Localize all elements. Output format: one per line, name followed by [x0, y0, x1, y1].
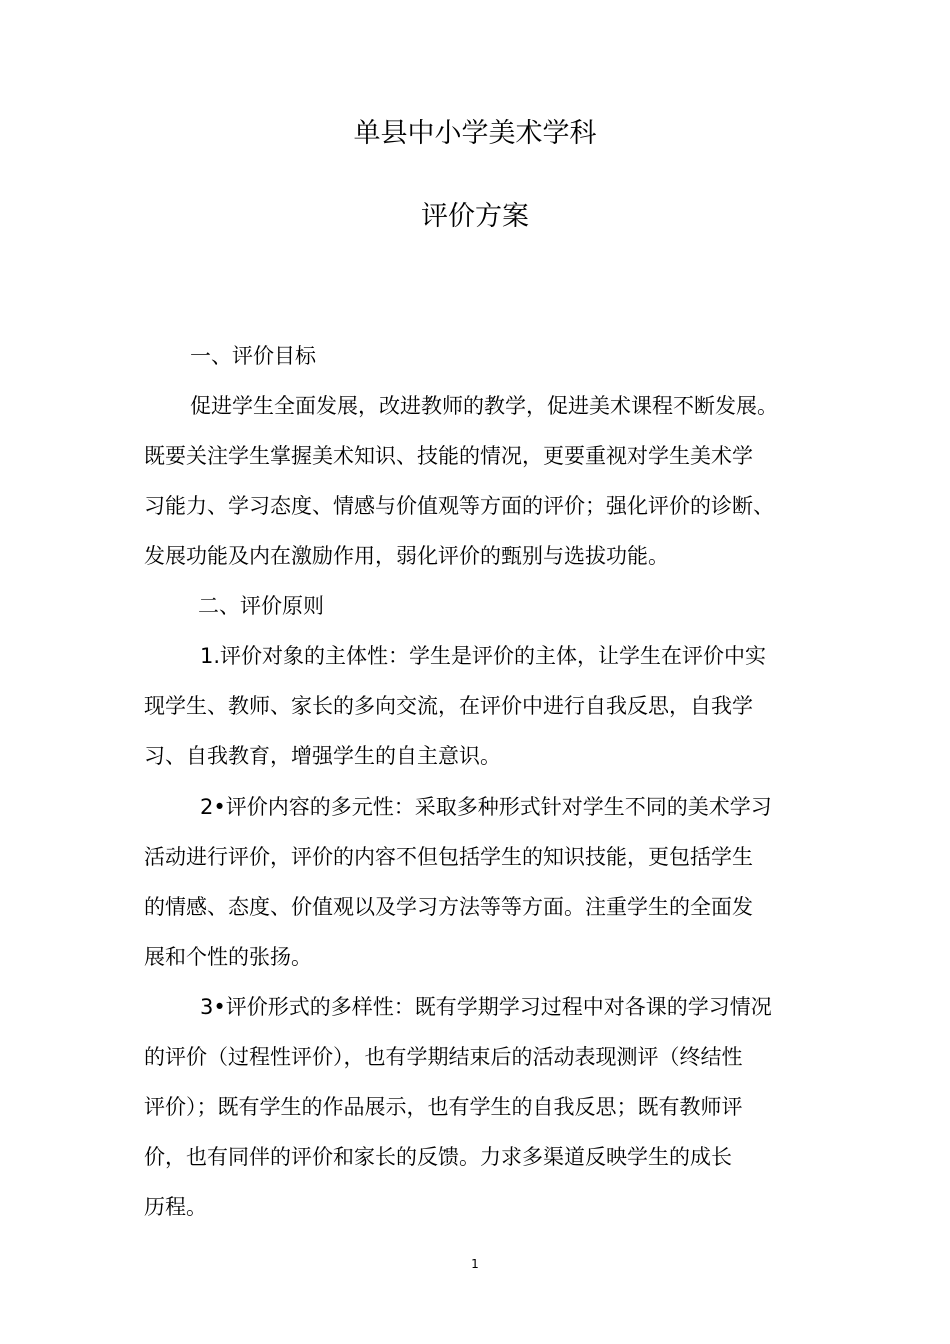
paragraph-line: 的情感、态度、价值观以及学习方法等等方面。注重学生的全面发	[144, 895, 753, 919]
paragraph-line: 促进学生全面发展，改进教师的教学，促进美术课程不断发展。	[190, 394, 778, 418]
paragraph-line: 3•评价形式的多样性：既有学期学习过程中对各课的学习情况	[200, 995, 772, 1019]
document-subtitle: 评价方案	[421, 201, 529, 232]
paragraph-line: 评价）；既有学生的作品展示，也有学生的自我反思；既有教师评	[144, 1095, 743, 1119]
paragraph-line: 价，也有同伴的评价和家长的反馈。力求多渠道反映学生的成长	[144, 1145, 732, 1169]
paragraph-line: 的评价（过程性评价），也有学期结束后的活动表现测评（终结性	[144, 1045, 743, 1069]
page-number: 1	[471, 1257, 479, 1271]
paragraph-line: 2•评价内容的多元性：采取多种形式针对学生不同的美术学习	[200, 795, 772, 819]
document-title: 单县中小学美术学科	[353, 118, 597, 149]
paragraph-line: 现学生、教师、家长的多向交流，在评价中进行自我反思，自我学	[144, 694, 753, 718]
paragraph-line: 发展功能及内在激励作用，弱化评价的甄别与选拔功能。	[144, 544, 669, 568]
paragraph-line: 展和个性的张扬。	[144, 945, 312, 969]
paragraph-line: 习能力、学习态度、情感与价值观等方面的评价；强化评价的诊断、	[144, 494, 774, 518]
paragraph-line: 习、自我教育，增强学生的自主意识。	[144, 744, 501, 768]
section-heading-principles: 二、评价原则	[198, 594, 324, 618]
paragraph-line: 既要关注学生掌握美术知识、技能的情况，更要重视对学生美术学	[144, 444, 753, 468]
paragraph-line: 历程。	[144, 1195, 207, 1219]
paragraph-line: 1.评价对象的主体性：学生是评价的主体，让学生在评价中实	[200, 644, 767, 668]
paragraph-line: 活动进行评价，评价的内容不但包括学生的知识技能，更包括学生	[144, 845, 753, 869]
section-heading-goals: 一、评价目标	[190, 344, 316, 368]
